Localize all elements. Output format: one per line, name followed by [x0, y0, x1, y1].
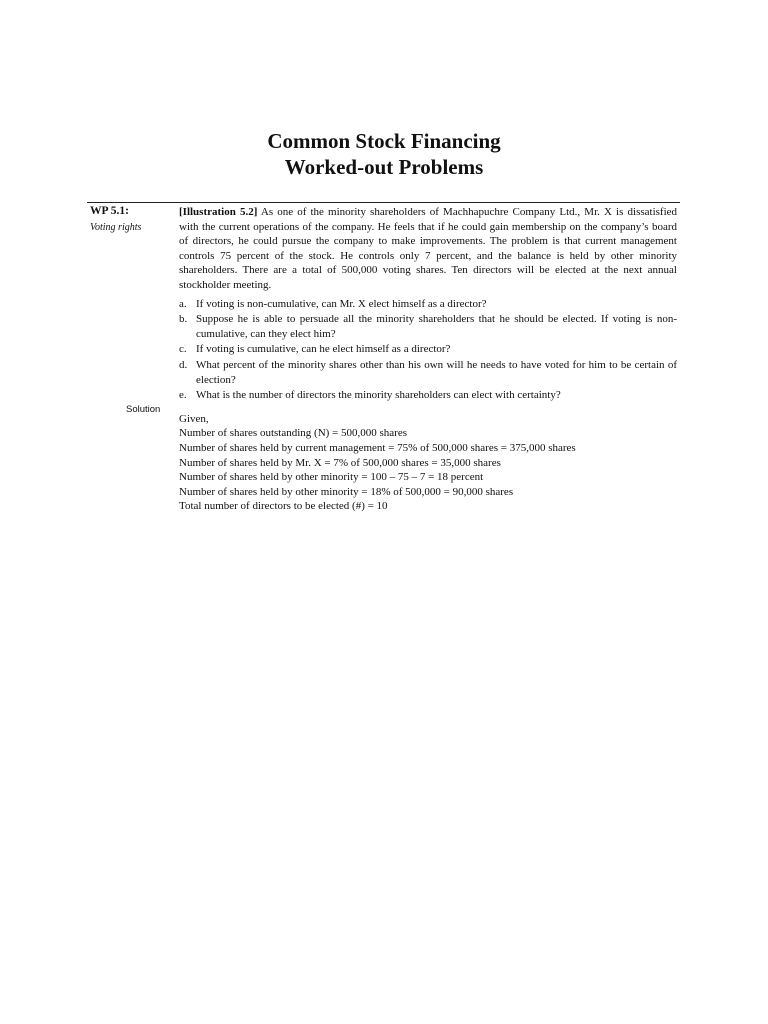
question-text: What is the number of directors the minority shareholders can elect with certainty? — [196, 389, 561, 402]
question-item — [179, 342, 677, 357]
question-label: c. — [179, 343, 187, 356]
title-line-2: Worked-out Problems — [284, 155, 484, 179]
question-text: What percent of the minority shares other than his own will he needs to have voted for him to be certain of election? — [196, 358, 677, 386]
question-text: Suppose he is able to persuade all the minority shareholders that he should be elected. If voting is non-cumulative, can they elect him? — [196, 313, 677, 340]
problem-intro — [179, 205, 677, 293]
page-title — [0, 128, 768, 180]
question-item — [179, 388, 677, 403]
given-line: Number of shares held by current management = 75% of 500,000 shares = 375,000 shares — [179, 441, 576, 454]
illustration-reference: [Illustration 5.2] — [179, 206, 258, 218]
intro-text: As one of the minority shareholders of Machhapuchre Company Ltd., Mr. X is dissatisfied with the current operations of the company. He feels that if he could gain membership on the company’s board of directors, he could pursue the company to make improvements. The problem is that current management controls 75 percent of the stock. He controls only 7 percent, and the balance is held by other minority shareholders. There are a total of 500,000 voting shares. Ten directors will be elected at the next annual stockholder meeting. — [179, 206, 678, 291]
given-line: Number of shares held by other minority = 18% of 500,000 = 90,000 shares — [179, 485, 514, 498]
problem-topic: Voting rights — [90, 222, 142, 233]
question-item — [179, 358, 677, 387]
given-line: Total number of directors to be elected (#) = 10 — [179, 500, 388, 513]
section-divider — [87, 202, 680, 203]
question-item — [179, 297, 677, 312]
question-item — [179, 312, 677, 341]
solution-given — [179, 412, 677, 514]
problem-body — [179, 205, 677, 514]
question-text: If voting is non-cumulative, can Mr. X elect himself as a director? — [196, 297, 487, 310]
given-line: Number of shares outstanding (N) = 500,000 shares — [179, 427, 407, 440]
solution-label: Solution — [126, 404, 161, 415]
question-label: a. — [179, 297, 187, 310]
title-line-1: Common Stock Financing — [267, 129, 501, 153]
given-line: Number of shares held by Mr. X = 7% of 500,000 shares = 35,000 shares — [179, 456, 501, 469]
question-text: If voting is cumulative, can he elect himself as a director? — [196, 343, 451, 356]
problem-id: WP 5.1: — [90, 205, 129, 217]
question-label: b. — [179, 313, 188, 326]
given-line: Given, — [179, 412, 209, 425]
given-line: Number of shares held by other minority = 100 – 75 – 7 = 18 percent — [179, 471, 484, 484]
question-label: e. — [179, 389, 187, 402]
question-list — [179, 297, 677, 403]
question-label: d. — [179, 358, 188, 371]
